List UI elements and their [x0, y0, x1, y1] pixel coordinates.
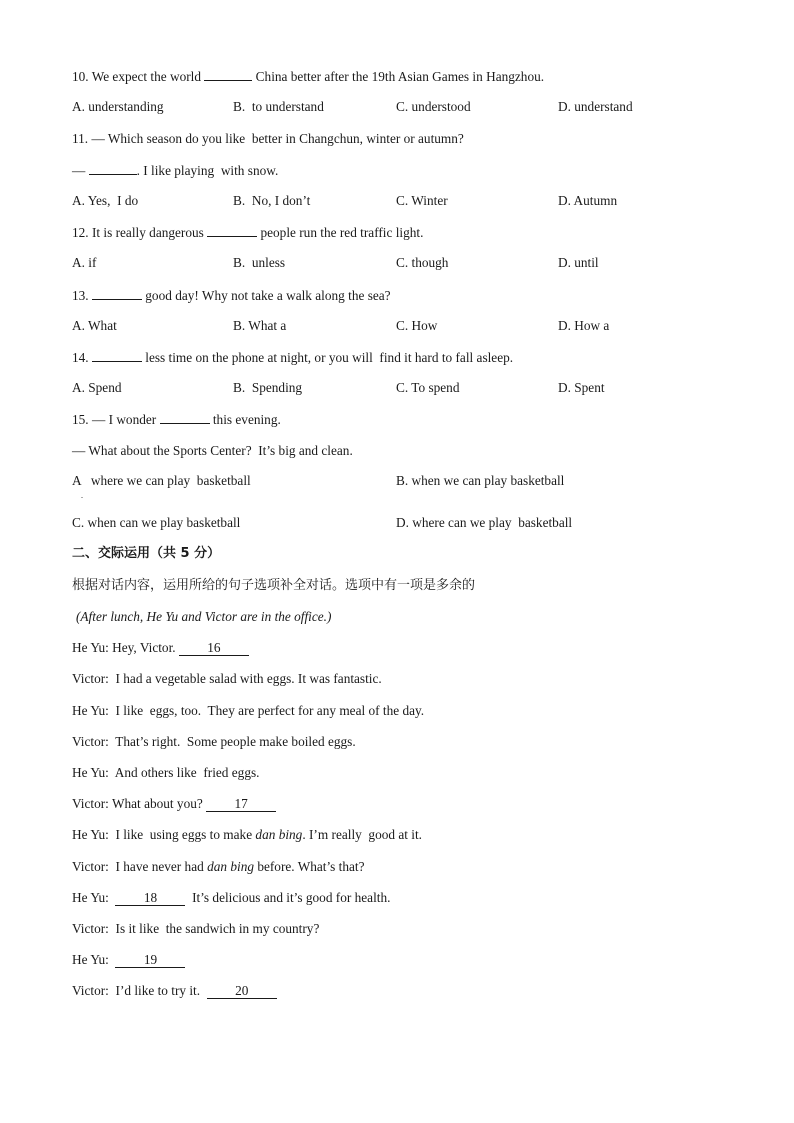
question-10: 10. We expect the world China better after the 19th Asian Games in Hangzhou.	[72, 69, 545, 84]
q13-option-d[interactable]: D. How a	[558, 318, 610, 333]
question-14: 14. less time on the phone at night, or you will find it hard to fall asleep.	[72, 350, 514, 365]
dialogue-line-7: He Yu: I like using eggs to make dan bing. I’m really good at it.	[72, 827, 422, 842]
dialogue-line-10: Victor: Is it like the sandwich in my country?	[72, 921, 320, 936]
q14-option-c[interactable]: C. To spend	[396, 380, 460, 395]
question-15: 15. — I wonder this evening.	[72, 412, 281, 427]
answer-blank[interactable]	[160, 411, 210, 424]
q12-option-d[interactable]: D. until	[558, 255, 599, 270]
answer-blank-17[interactable]: 17	[206, 797, 276, 812]
q10-option-d[interactable]: D. understand	[558, 99, 633, 114]
q13-option-a[interactable]: A. What	[72, 318, 117, 333]
answer-blank-19[interactable]: 19	[115, 953, 185, 968]
q13-option-b[interactable]: B. What a	[233, 318, 287, 333]
answer-blank[interactable]	[207, 224, 257, 237]
dialogue-line-9: He Yu: 18 It’s delicious and it’s good for health.	[72, 890, 391, 905]
question-13: 13. good day! Why not take a walk along the sea?	[72, 288, 391, 303]
question-15-reply: — What about the Sports Center? It’s big and clean.	[72, 443, 353, 458]
q13-option-c[interactable]: C. How	[396, 318, 438, 333]
q12-option-b[interactable]: B. unless	[233, 255, 286, 270]
answer-blank[interactable]	[92, 287, 142, 300]
q15-option-c[interactable]: C. when can we play basketball	[72, 515, 241, 530]
q14-option-d[interactable]: D. Spent	[558, 380, 605, 395]
q10-option-a[interactable]: A. understanding	[72, 99, 164, 114]
q10-option-c[interactable]: C. understood	[396, 99, 471, 114]
q11-option-a[interactable]: A. Yes, I do	[72, 193, 139, 208]
dialogue-line-3: He Yu: I like eggs, too. They are perfect for any meal of the day.	[72, 703, 425, 718]
section-title: 二、交际运用（共 5 分）	[72, 546, 221, 561]
dialogue-line-6: Victor: What about you? 17	[72, 796, 276, 812]
option-dot: .	[81, 491, 83, 500]
dialogue-line-5: He Yu: And others like fried eggs.	[72, 765, 260, 780]
dialogue-line-4: Victor: That’s right. Some people make boiled eggs.	[72, 734, 356, 749]
answer-blank-16[interactable]: 16	[179, 641, 249, 656]
section-instruction: 根据对话内容，运用所给的句子选项补全对话。选项中有一项是多余的	[72, 578, 476, 593]
answer-blank[interactable]	[92, 349, 142, 362]
dialogue-line-12: Victor: I’d like to try it. 20	[72, 983, 277, 999]
q15-option-d[interactable]: D. where can we play basketball	[396, 515, 573, 530]
question-11-reply: — . I like playing with snow.	[72, 163, 279, 178]
q10-option-b[interactable]: B. to understand	[233, 99, 324, 114]
q12-option-c[interactable]: C. though	[396, 255, 449, 270]
q11-option-b[interactable]: B. No, I don’t	[233, 193, 311, 208]
q12-option-a[interactable]: A. if	[72, 255, 97, 270]
question-11: 11. — Which season do you like better in Changchun, winter or autumn?	[72, 131, 464, 146]
dialogue-line-1: He Yu: Hey, Victor. 16	[72, 640, 249, 656]
answer-blank[interactable]	[89, 162, 137, 175]
answer-blank[interactable]	[204, 68, 252, 81]
q14-option-b[interactable]: B. Spending	[233, 380, 303, 395]
q14-option-a[interactable]: A. Spend	[72, 380, 122, 395]
q15-option-b[interactable]: B. when we can play basketball	[396, 473, 565, 488]
q11-option-d[interactable]: D. Autumn	[558, 193, 618, 208]
q11-option-c[interactable]: C. Winter	[396, 193, 448, 208]
answer-blank-20[interactable]: 20	[207, 984, 277, 999]
question-12: 12. It is really dangerous people run the red traffic light.	[72, 225, 424, 240]
dialogue-line-8: Victor: I have never had dan bing before. What’s that?	[72, 859, 365, 874]
answer-blank-18[interactable]: 18	[115, 891, 185, 906]
dialogue-scene: (After lunch, He Yu and Victor are in the office.)	[76, 609, 332, 624]
dialogue-line-2: Victor: I had a vegetable salad with eggs. It was fantastic.	[72, 671, 382, 686]
dialogue-line-11: He Yu: 19	[72, 952, 185, 968]
q15-option-a[interactable]: A where we can play basketball	[72, 473, 251, 488]
